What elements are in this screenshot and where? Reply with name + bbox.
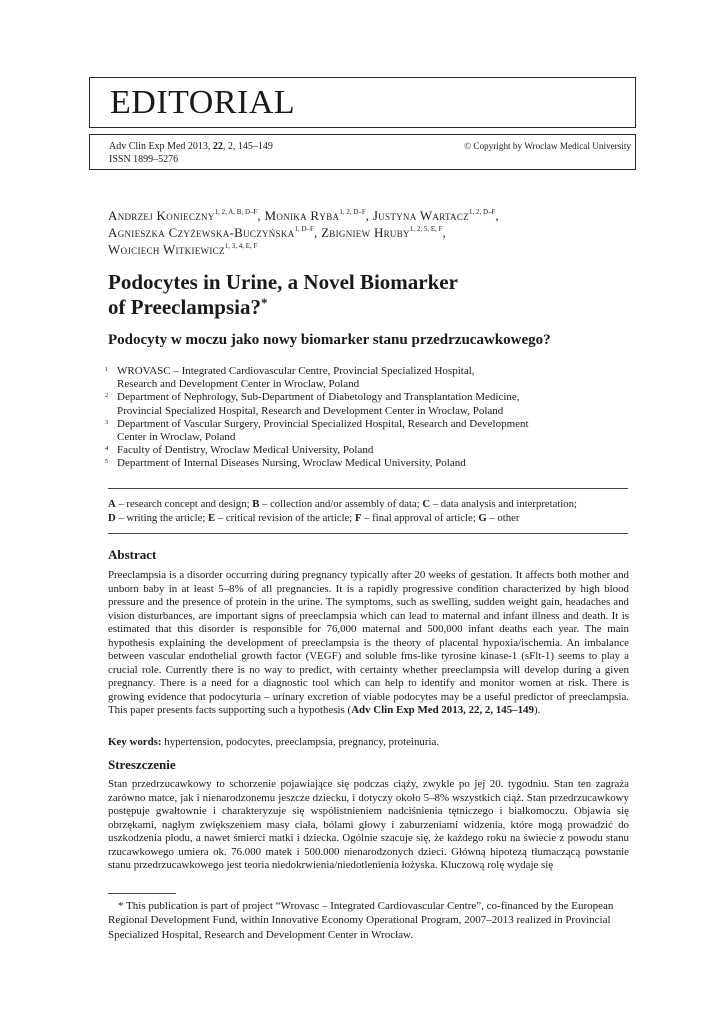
journal-meta-box [89, 134, 636, 170]
abstract-text: Preeclampsia is a disorder occurring during pregnancy typically after 20 weeks of gestation. It affects both mother and unborn baby in at least 5–8% of all pregnancies. It is a rapidly progressive condition characterized by high blood pressure and the presence of protein in the urine. The symptoms, such as swelling, sudden weight gain, headaches and vision disturbances, are important signs of preeclampsia which can lead to maternal and infant illness and death. It is estimated that this disorder is responsible for 76,000 maternal and 500,000 infant deaths each year. The main hypothesis explaining the development of preeclampsia is the theory of placental hypoxia/ischemia. An imbalance between vascular endothelial growth factor (VEGF) and soluble fms-like tyrosine kinase-1 (sFlt-1) seems to play a crucial role. Currently there is no way to predict, with certainty whether preeclampsia will develop during a given pregnancy. There is a need for a diagnostic tool which can help to identify and monitor women at risk. There is growing evidence that podocyturia – urinary excretion of viable podocytes may be a useful predictor of preeclampsia. This paper presents facts supporting such a hypothesis (Adv Clin Exp Med 2013, 22, 2, 145–149). [108, 569, 629, 717]
article-title: Podocytes in Urine, a Novel Biomarker of Preeclampsia?* [108, 270, 458, 319]
abstract-citation: Adv Clin Exp Med 2013, 22, 2, 145–149 [351, 704, 534, 717]
divider-bottom [108, 533, 628, 534]
author-list [108, 207, 628, 258]
author: Agnieszka Czyżewska-Buczyńska$^{1, D-F}$, [108, 225, 322, 240]
issn: ISSN 1899–5276 [109, 154, 179, 165]
streszczenie-text: Stan przedrzucawkowy to schorzenie pojawiające się podczas ciąży, zwykle po jej 20. tygodniu. Stan ten zagraża zarówno matce, jak i nienarodzonemu jeszcze dziecku, i dotyczy około 5–8% wszystkich ciąż. Stan przedrzucawkowy postępuje gwałtownie i charakteryzuje się współistnieniem nadciśnienia tętniczego i białkomoczu. Objawia się obrzękami, nagłym zwiększeniem masy ciała, bólami głowy i zaburzeniami widzenia, które mogą prowadzić do uszkodzenia płodu, a nawet śmierci matki i dziecka. Ogólnie szacuje się, że każdego roku na świecie z powodu stanu rzucawkowego umiera ok. 76.000 matek i 500.000 nienarodzonych dzieci. Główną hipotezą tłumaczącą powstanie stanu przedrzucawkowego jest teoria niedokrwienia/niedotlenienia łożyska. Kluczową rolę wydaje się [108, 778, 629, 872]
journal-citation [109, 140, 273, 166]
author: Andrzej Konieczny$^{1, 2, A, B, D-F}$, [108, 208, 265, 223]
journal-suffix: , 2, 145–149 [222, 141, 273, 152]
streszczenie-heading: Streszczenie [108, 757, 176, 772]
affiliation-list [105, 365, 625, 471]
journal-volume: 22 [212, 141, 223, 152]
affiliation: 3 Department of Vascular Surgery, Provincial Specialized Hospital, Research and Development Center in Wroclaw, Poland [105, 417, 529, 444]
abstract-heading: Abstract [108, 547, 157, 562]
author: Justyna Wartacz$^{1, 2, D-F}$, [372, 208, 499, 223]
affiliation: 1 WROVASC – Integrated Cardiovascular Centre, Provincial Specialized Hospital, Research and Development Center in Wroclaw, Poland [105, 365, 475, 391]
author: Wojciech Witkiewicz$^{1, 3, 4, E, F}$ [108, 242, 258, 257]
article-subtitle: Podocyty w moczu jako nowy biomarker stanu przedrzucawkowego? [108, 332, 551, 348]
copyright: © Copyright by Wroclaw Medical University [464, 141, 631, 151]
affiliation: 2 Department of Nephrology, Sub-Department of Diabetology and Transplantation Medicine, Provincial Specialized Hospital, Research and Development Center in Wroclaw, Poland [105, 391, 520, 417]
author: Monika Ryba$^{1, 2, D-F}$, [264, 208, 373, 223]
contribution-roles: A – research concept and design; B – collection and/or assembly of data; C – data analysis and interpretation; D – writing the article; E – critical revision of the article; F – final approval of article; G – other [108, 498, 577, 524]
article-type-title: EDITORIAL [110, 84, 296, 121]
divider-top [108, 488, 628, 489]
affiliation: 5 Department of Internal Diseases Nursing, Wroclaw Medical University, Poland [105, 457, 466, 470]
journal-prefix: Adv Clin Exp Med 2013, [109, 141, 213, 152]
footnote: * This publication is part of project “Wrovasc – Integrated Cardiovascular Centre”, co-financed by the European Regional Development Fund, within Innovative Economy Operational Program, 2007–2013 realized in Provincial Specialized Hospital, Research and Development Center in Wrocław. [108, 900, 614, 941]
footnote-rule [108, 893, 176, 894]
title-footnote-mark: * [261, 295, 268, 310]
keywords: Key words: hypertension, podocytes, preeclampsia, pregnancy, proteinuria. [108, 736, 440, 748]
author: Zbigniew Hruby$^{1, 2, 5, E, F}$, [321, 225, 447, 240]
affiliation: 4 Faculty of Dentistry, Wroclaw Medical University, Poland [105, 444, 374, 457]
header-box [89, 77, 636, 128]
